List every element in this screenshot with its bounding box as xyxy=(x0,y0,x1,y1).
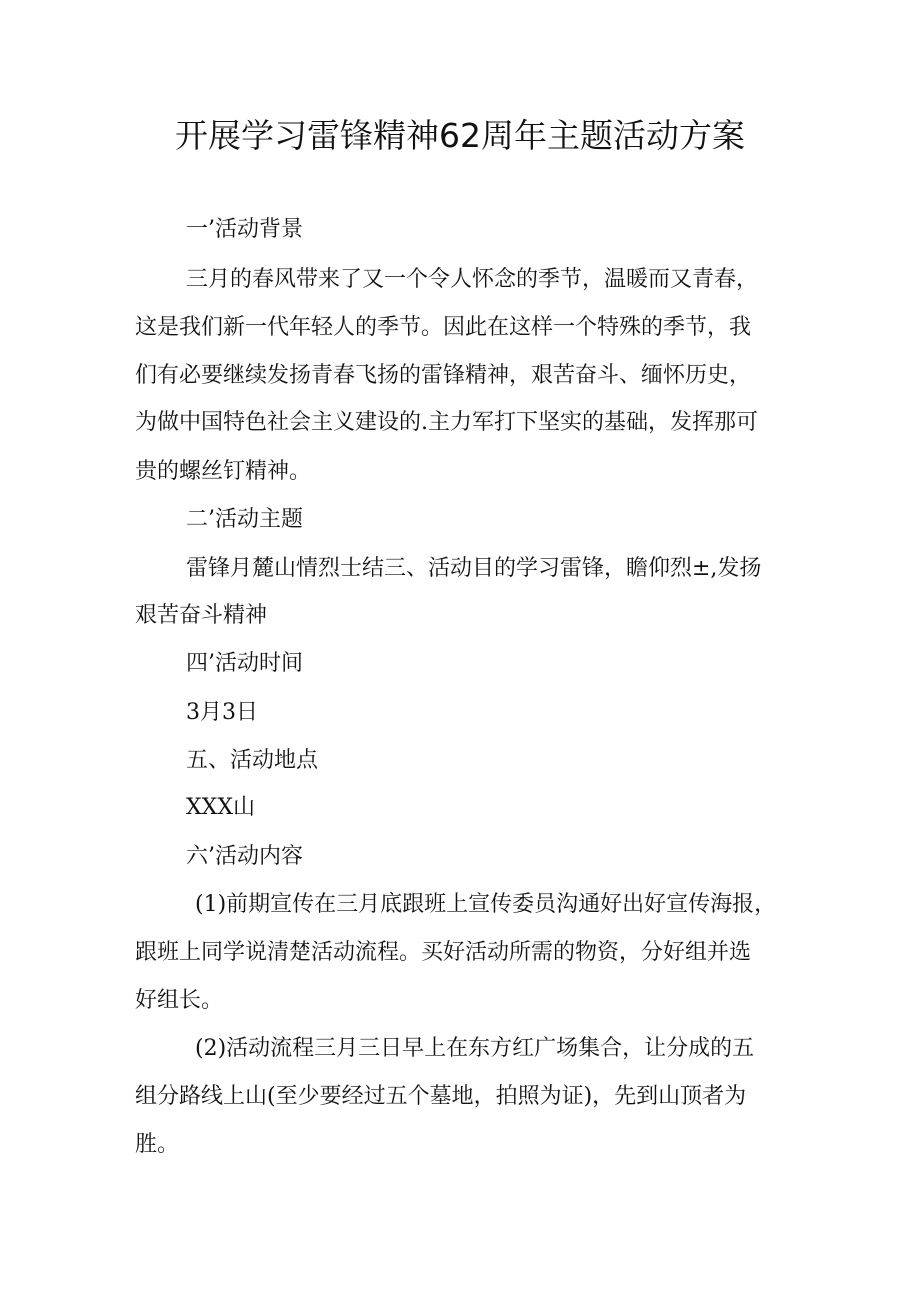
section-heading-time: 四’活动时间 xyxy=(186,651,303,676)
activity-date: 3月3日 xyxy=(186,700,258,725)
paragraph-line: 贵的螺丝钉精神。 xyxy=(135,459,312,484)
section-heading-content: 六’活动内容 xyxy=(186,844,303,869)
paragraph-line: (1)前期宣传在三月底跟班上宣传委员沟通好出好宣传海报， xyxy=(195,892,777,917)
section-heading-location: 五、活动地点 xyxy=(186,748,319,773)
paragraph-line: 为做中国特色社会主义建设的.主力军打下坚实的基础，发挥那可 xyxy=(135,410,758,435)
activity-location: XXX山 xyxy=(186,795,255,820)
paragraph-line: 雷锋月麓山情烈士结三、活动目的学习雷锋，瞻仰烈±,发扬 xyxy=(186,556,762,581)
section-heading-background: 一’活动背景 xyxy=(186,217,303,242)
paragraph-line: (2)活动流程三月三日早上在东方红广场集合，让分成的五 xyxy=(195,1036,755,1061)
paragraph-line: 组分路线上山(至少要经过五个墓地，拍照为证)，先到山顶者为 xyxy=(135,1084,747,1109)
paragraph-line: 跟班上同学说清楚活动流程。买好活动所需的物资，分好组并选 xyxy=(135,940,752,965)
paragraph-line: 艰苦奋斗精神 xyxy=(135,603,268,628)
paragraph-line: 胜。 xyxy=(135,1132,180,1157)
paragraph-line: 这是我们新一代年轻人的季节。因此在这样一个特殊的季节，我 xyxy=(135,315,752,340)
paragraph-line: 三月的春风带来了又一个令人怀念的季节，温暖而又青春， xyxy=(186,267,759,292)
section-heading-theme: 二’活动主题 xyxy=(186,507,303,532)
paragraph-line: 好组长。 xyxy=(135,988,224,1013)
paragraph-line: 们有必要继续发扬青春飞扬的雷锋精神，艰苦奋斗、缅怀历史， xyxy=(135,363,752,388)
document-title: 开展学习雷锋精神62周年主题活动方案 xyxy=(175,116,745,155)
